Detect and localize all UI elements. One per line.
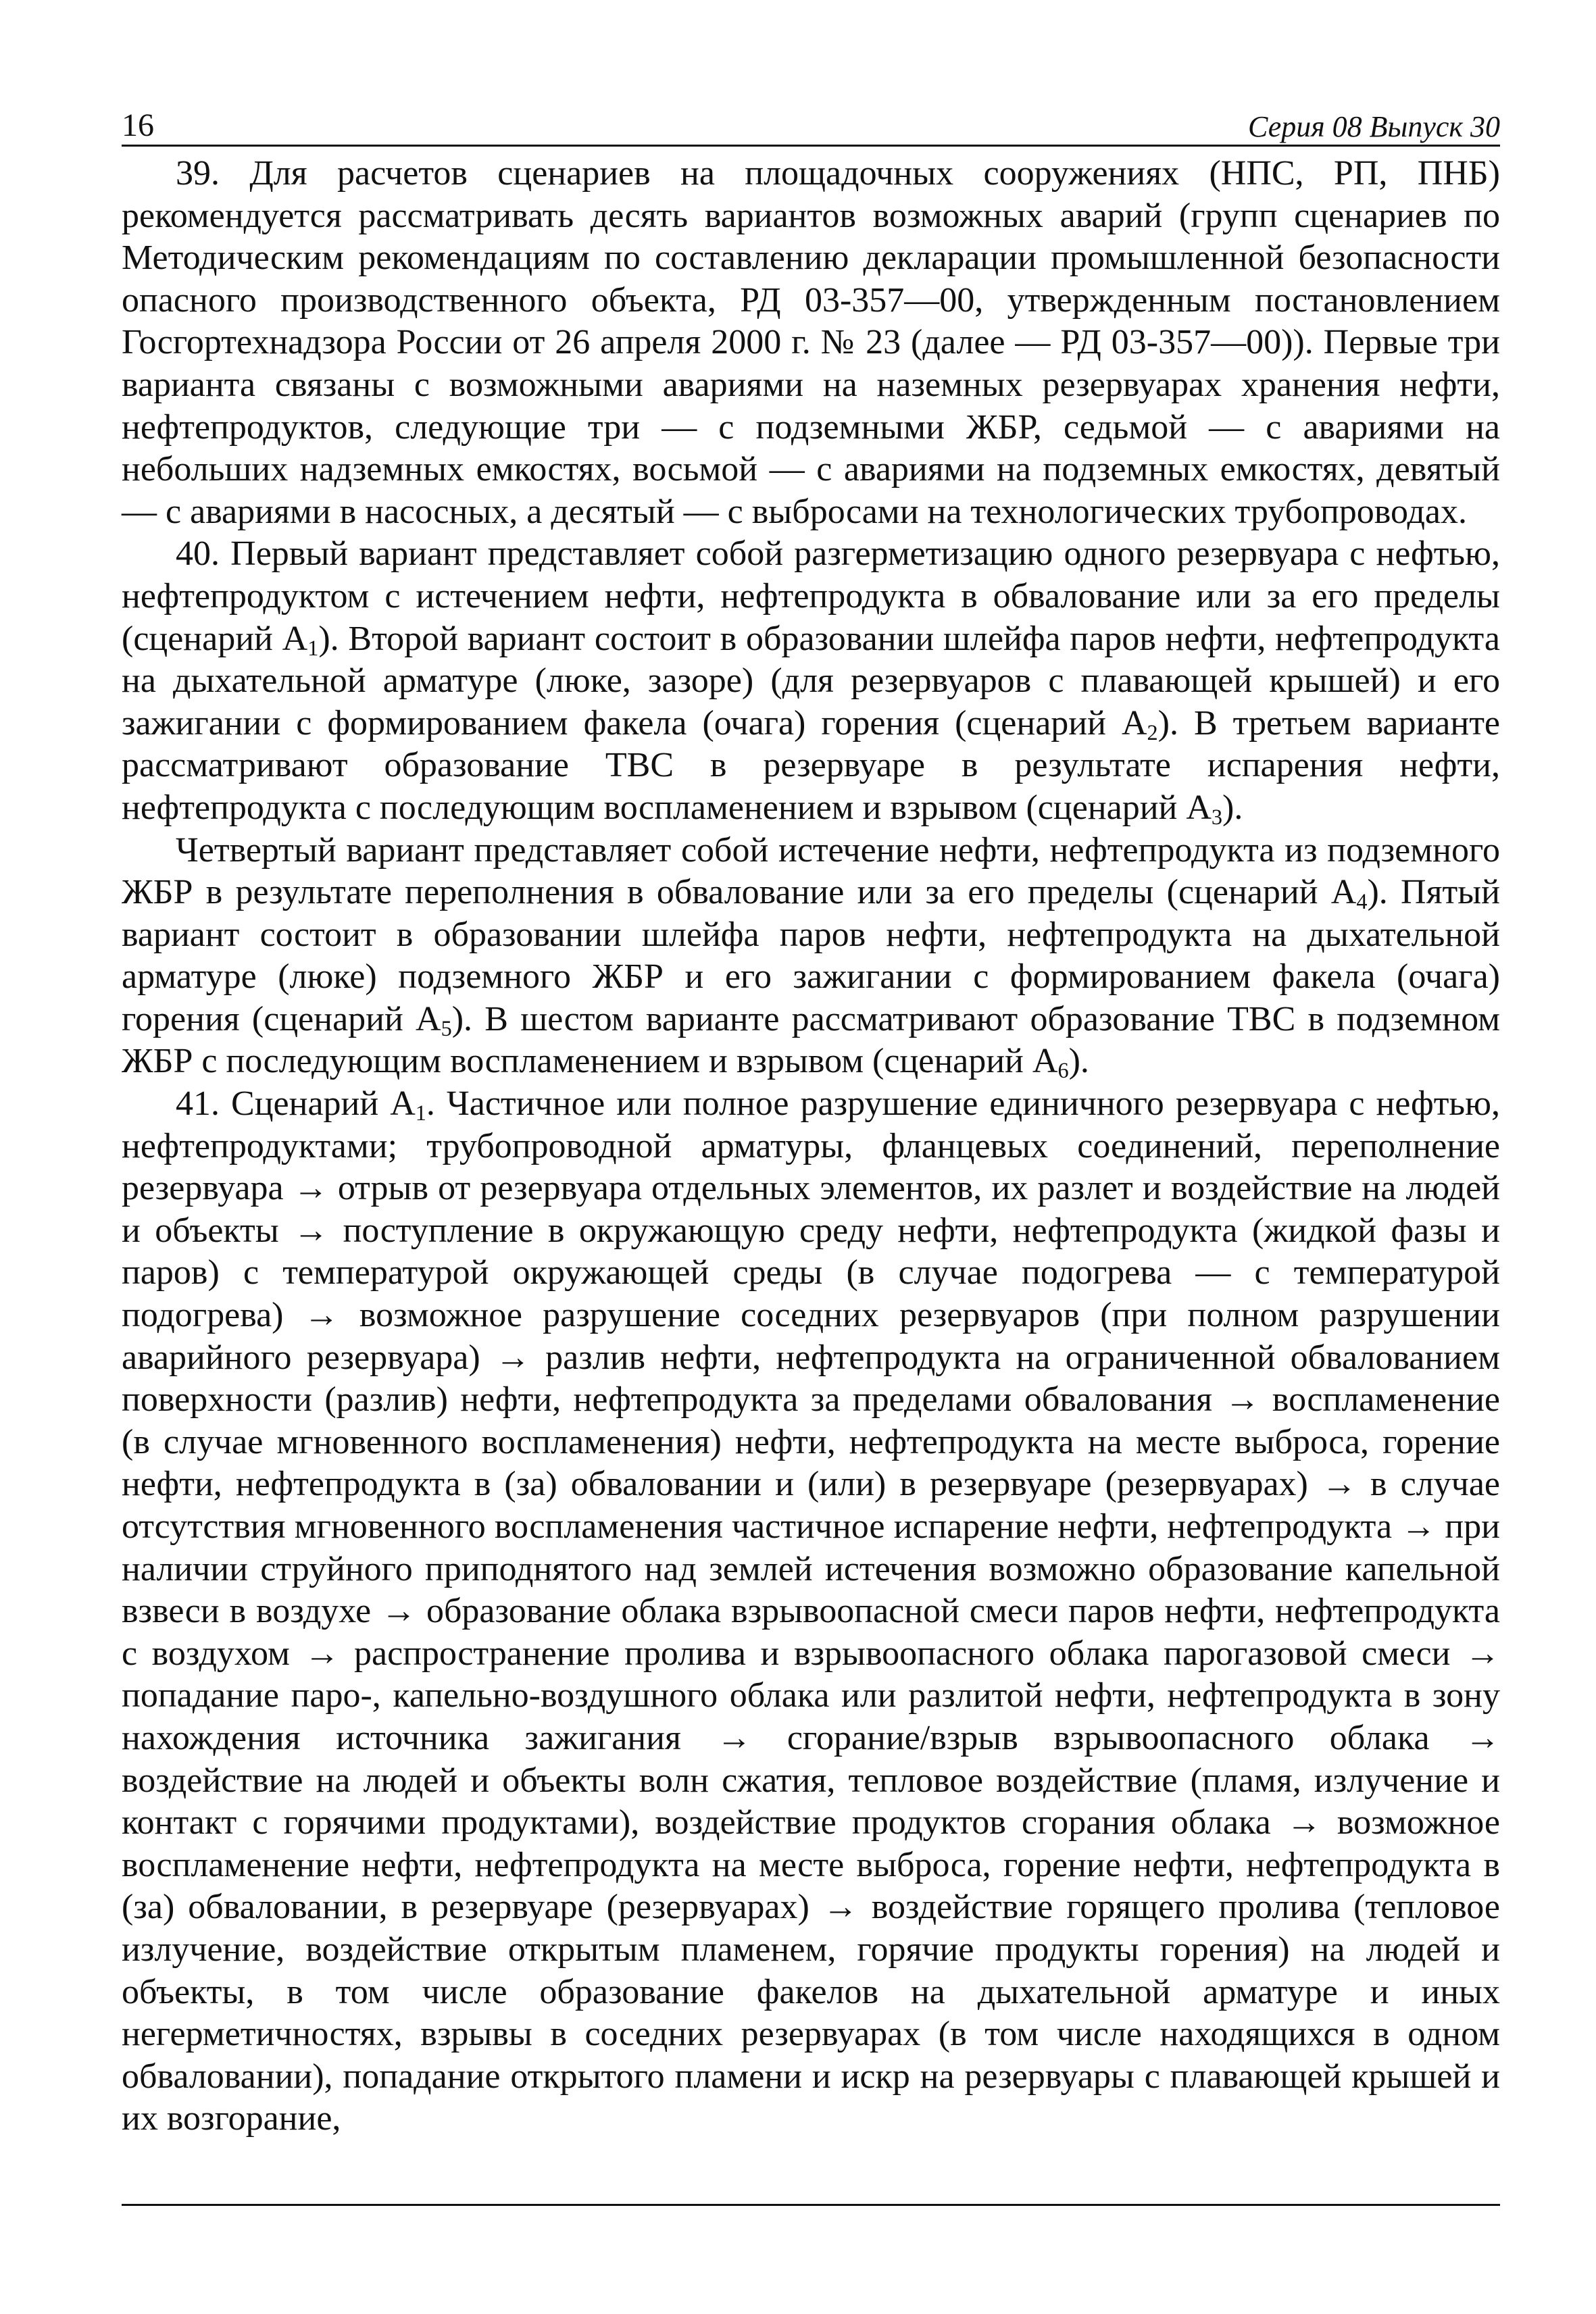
body-text [122, 153, 1500, 2140]
subscript-index: 3 [1211, 804, 1223, 829]
subscript-index: 4 [1356, 889, 1368, 914]
text-run: ). В шестом варианте рассматривают образование ТВС в подземном ЖБР с последующим воспламенением и взрывом (сценарий А [122, 999, 1501, 1081]
text-run: ). [1068, 1042, 1089, 1081]
subscript-index: 2 [1147, 720, 1158, 745]
text-run: ). Второй вариант состоит в образовании шлейфа паров нефти, нефтепродукта на дыхательной арматуре (люке, зазоре) (для резервуаров с плавающей крышей) и его зажигании с формированием факела (очага) горения (сценарий А [122, 619, 1500, 743]
subscript-index: 6 [1057, 1058, 1069, 1083]
paragraph-39 [122, 153, 1500, 533]
page-header [122, 101, 1500, 143]
subscript-index: 1 [307, 635, 319, 660]
footer-rule [122, 2204, 1500, 2206]
subscript-index: 1 [415, 1101, 426, 1126]
text-run: 39. Для расчетов сценариев на площадочных сооружениях (НПС, РП, ПНБ) рекомендуется рассматривать десять вариантов возможных аварий (групп сценариев по Методическим рекомендациям по составлению декларации промышленной безопасности опасного производственного объекта, РД 03-357—00, утвержденным постановлением Госгортехнадзора России от 26 апреля 2000 г. № 23 (далее — РД 03-357—00)). Первые три варианта связаны с возможными авариями на наземных резервуарах хранения нефти, нефтепродуктов, следующие три — с подземными ЖБР, седьмой — с авариями на небольших надземных емкостях, восьмой — с авариями на подземных емкостях, девятый — с авариями в насосных, а десятый — с выбросами на технологических трубопроводах. [122, 154, 1500, 531]
text-run: ). Пятый вариант состоит в образовании шлейфа паров нефти, нефтепродукта на дыхательной арматуре (люке) подземного ЖБР и его зажигании с формированием факела (очага) горения (сценарий А [122, 873, 1500, 1038]
text-run: ). [1222, 788, 1243, 827]
text-run: . Частичное или полное разрушение единичного резервуара с нефтью, нефтепродуктами; трубопроводной арматуры, фланцевых соединений, переполнение резервуара → отрыв от резервуара отдельных элементов, их разлет и воздействие на людей и объекты → поступление в окружающую среду нефти, нефтепродукта (жидкой фазы и паров) с температурой окружающей среды (в случае подогрева — с температурой подогрева) → возможное разрушение соседних резервуаров (при полном разрушении аварийного резервуара) → разлив нефти, нефтепродукта на ограниченной обвалованием поверхности (разлив) нефти, нефтепродукта за пределами обвалования → воспламенение (в случае мгновенного воспламенения) нефти, нефтепродукта на месте выброса, горение нефти, нефтепродукта в (за) обваловании и (или) в резервуаре (резервуарах) → в случае отсутствия мгновенного воспламенения частичное испарение нефти, нефтепродукта → при наличии струйного приподнятого над землей истечения возможно образование капельной взвеси в воздухе → образование облака взрывоопасной смеси паров нефти, нефтепродукта с воздухом → распространение пролива и взрывоопасного облака парогазовой смеси → попадание паро-, капельно-воздушного облака или разлитой нефти, нефтепродукта в зону нахождения источника зажигания → сгорание/взрыв взрывоопасного облака → воздействие на людей и объекты волн сжатия, тепловое воздействие (пламя, излучение и контакт с горячими продуктами), воздействие продуктов сгорания облака → возможное воспламенение нефти, нефтепродукта на месте выброса, горение нефти, нефтепродукта в (за) обваловании, в резервуаре (резервуарах) → воздействие горящего пролива (тепловое излучение, воздействие открытым пламенем, горячие продукты горения) на людей и объекты, в том числе образование факелов на дыхательной арматуре и иных негерметичностях, взрывы в соседних резервуарах (в том числе находящихся в одном обваловании), попадание открытого пламени и искр на резервуары с плавающей крышей и их возгорание, [122, 1084, 1500, 2138]
text-run: 40. Первый вариант представляет собой разгерметизацию одного резервуара с нефтью, нефтепродуктом с истечением нефти, нефтепродукта в обвалование или за его пределы (сценарий А [122, 534, 1500, 658]
subscript-index: 5 [441, 1015, 452, 1040]
paragraph-40 [122, 533, 1500, 829]
text-run: 41. Сценарий А [176, 1084, 416, 1124]
paragraph-fourth-variant [122, 830, 1500, 1084]
paragraph-41 [122, 1083, 1500, 2140]
running-title: Серия 08 Выпуск 30 [1248, 110, 1500, 143]
text-run: Четвертый вариант представляет собой истечение нефти, нефтепродукта из подземного ЖБР в результате переполнения в обвалование или за его пределы (сценарий А [122, 830, 1500, 912]
header-rule [122, 145, 1500, 147]
text-run: ). В третьем варианте рассматривают образование ТВС в резервуаре в результате испарения нефти, нефтепродукта с последующим воспламенением и взрывом (сценарий А [122, 703, 1501, 827]
page-number: 16 [122, 107, 154, 143]
